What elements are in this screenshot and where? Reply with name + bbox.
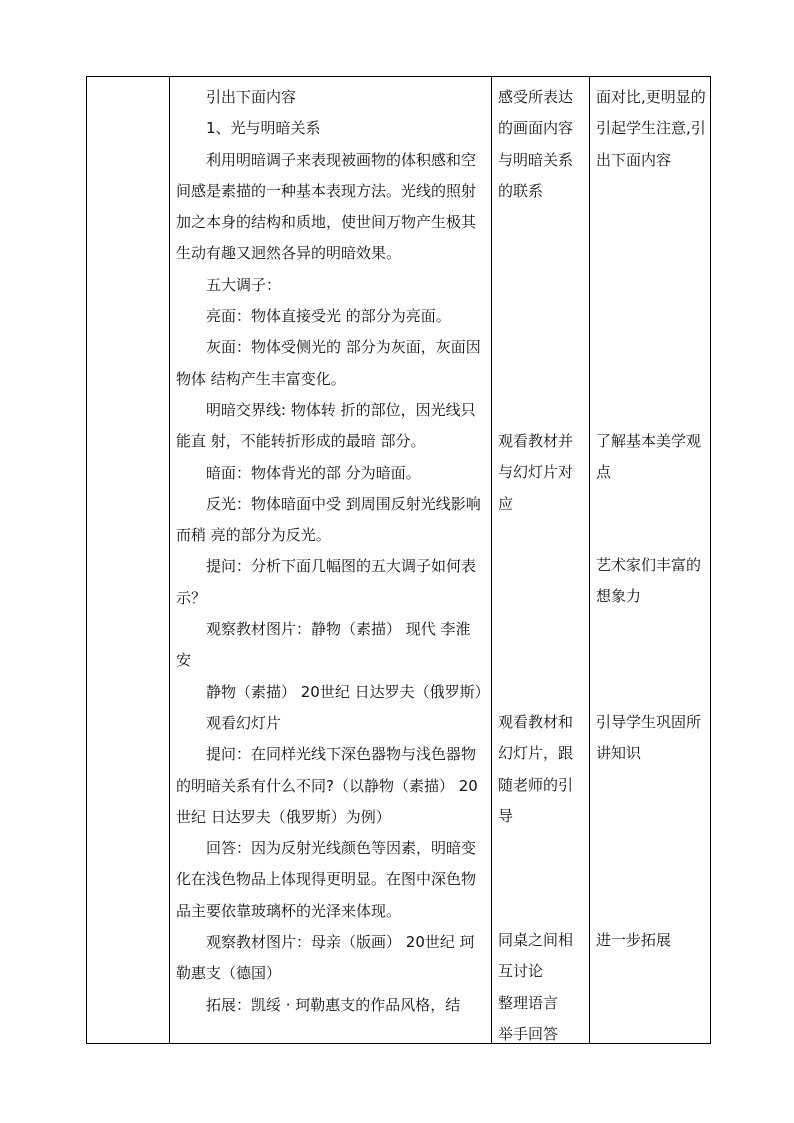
content-paragraph: 亮面：物体直接受光 的部分为亮面。 — [206, 307, 451, 326]
content-paragraph: 提问：分析下面几幅图的五大调子如何表示？ — [176, 557, 477, 607]
content-paragraph: 反光：物体暗面中受 到周围反射光线影响而稍 亮的部分为反光。 — [176, 494, 481, 545]
content-paragraph: 灰面：物体受侧光的 部分为灰面，灰面因物体 结构产生丰富变化。 — [176, 338, 481, 388]
content-paragraph: 五大调子： — [206, 275, 282, 294]
design-purpose-note: 艺术家们丰富的想象力 — [596, 556, 702, 606]
content-paragraph: 明暗交界线: 物体转 折的部位，因光线只能直 射，不能转折形成的最暗 部分。 — [176, 400, 476, 451]
design-purpose-note: 进一步拓展 — [596, 931, 672, 949]
blank-column-cell — [87, 77, 170, 1044]
content-paragraph: 暗面：物体背光的部 分为暗面。 — [206, 463, 421, 482]
student-activity-note: 观看教材和幻灯片，跟随老师的引导 — [498, 713, 574, 825]
design-purpose-note: 面对比,更明显的引起学生注意,引出下面内容 — [596, 88, 706, 169]
content-paragraph: 提问：在同样光线下深色器物与浅色器物的明暗关系有什么不同?（以静物（素描） 20世纪 日达罗夫（俄罗斯）为例） — [176, 745, 478, 826]
section-heading: 1、光与明暗关系 — [206, 119, 321, 138]
content-paragraph: 引出下面内容 — [206, 88, 297, 106]
content-paragraph: 观察教材图片：静物（素描） 现代 李淮安 — [176, 620, 471, 670]
content-paragraph: 回答：因为反射光线颜色等因素，明暗变化在浅色物品上体现得更明显。在图中深色物品主要依靠玻璃杯的光泽来体现。 — [176, 839, 477, 920]
content-paragraph: 拓展：凯绥 · 珂勒惠支的作品风格，结 — [206, 995, 461, 1014]
student-activity-note: 同桌之间相互讨论 整理语言 举手回答 — [498, 931, 574, 1043]
design-purpose-cell — [590, 77, 711, 1044]
student-activity-note: 感受所表达的画面内容与明暗关系的联系 — [498, 88, 574, 200]
content-paragraph: 利用明暗调子来表现被画物的体积感和空间感是素描的一种基本表现方法。光线的照射加之本身的结构和质地，使世间万物产生极其生动有趣又迥然各异的明暗效果。 — [176, 150, 477, 263]
content-paragraph: 观看幻灯片 — [206, 713, 282, 732]
design-purpose-note: 引导学生巩固所讲知识 — [596, 713, 702, 763]
content-paragraph: 静物（素描） 20世纪 日达罗夫（俄罗斯） — [206, 682, 490, 701]
content-paragraph: 观察教材图片：母亲（版画） 20世纪 珂勒惠支（德国） — [176, 933, 475, 983]
student-activity-cell — [492, 77, 590, 1044]
lesson-plan-table — [86, 76, 711, 1044]
student-activity-note: 观看教材并与幻灯片对应 — [498, 432, 574, 513]
table-row — [87, 77, 711, 1044]
teaching-content-cell — [170, 77, 492, 1044]
design-purpose-note: 了解基本美学观点 — [596, 432, 702, 482]
